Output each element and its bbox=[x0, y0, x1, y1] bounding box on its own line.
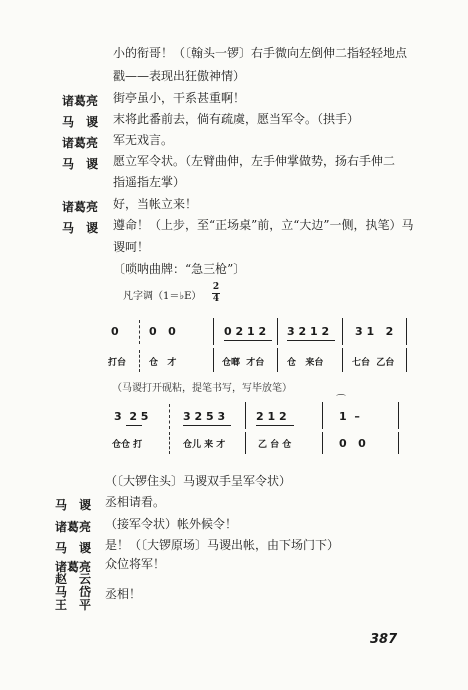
score-notes: 1 – bbox=[339, 410, 360, 423]
score-notes: 0 0 bbox=[149, 325, 176, 338]
barline bbox=[277, 318, 278, 345]
text-line: 指遥指左掌） bbox=[113, 175, 186, 189]
barline bbox=[213, 348, 214, 372]
percussion-syllables: 七台 乙台 bbox=[352, 358, 395, 368]
time-signature-bottom: 4 bbox=[212, 294, 220, 304]
score-notes: 3 2 1 2 bbox=[287, 325, 330, 338]
barline bbox=[342, 318, 343, 345]
percussion-syllables: 仓 才 bbox=[149, 358, 177, 368]
percussion-syllables: 仓儿 来 才 bbox=[183, 440, 226, 450]
speaker-label: 诸葛亮 bbox=[55, 560, 92, 574]
score-notes: 3 1 2 bbox=[355, 325, 394, 338]
percussion-syllables: 打台 bbox=[108, 358, 127, 368]
percussion-syllables: 仓啷 才台 bbox=[222, 358, 265, 368]
speaker-label: 诸葛亮 bbox=[62, 136, 99, 150]
text-line: 是！（〔大锣原场〕马谡出帐，由下场门下） bbox=[105, 538, 340, 552]
page-number: 387 bbox=[370, 632, 398, 647]
time-signature-top: 2 bbox=[212, 282, 220, 292]
dashed-barline bbox=[139, 320, 141, 344]
beam-line bbox=[256, 425, 294, 426]
barline bbox=[213, 318, 214, 345]
dashed-barline bbox=[169, 404, 171, 429]
score-notes: 0 bbox=[111, 325, 119, 338]
barline bbox=[322, 432, 323, 454]
barline bbox=[245, 402, 246, 429]
text-line: 街亭虽小，干系甚重啊！ bbox=[113, 91, 246, 105]
speaker-label: 诸葛亮 bbox=[62, 200, 99, 214]
score-notes: 0 0 bbox=[339, 437, 366, 450]
score-notes: 2 1 2 bbox=[256, 410, 287, 423]
beam-line bbox=[183, 425, 231, 426]
tune-label: 〔唢呐曲牌：“急三枪”〕 bbox=[113, 262, 246, 276]
percussion-syllables: 仓仓 打 bbox=[112, 440, 143, 450]
speaker-label: 诸葛亮 bbox=[55, 520, 92, 534]
text-line: 小的衔哥！（〔翰头一锣〕右手微向左倒伸二指轻轻地点 bbox=[113, 46, 408, 60]
speaker-label: 诸葛亮 bbox=[62, 94, 99, 108]
speaker-label: 马 谡 bbox=[62, 221, 99, 235]
stage-direction: （马谡打开砚粘，提笔书写，写毕放笔） bbox=[112, 383, 292, 394]
text-line: 好，当帐立来！ bbox=[113, 197, 198, 211]
score-notes: 0 2 1 2 bbox=[224, 325, 267, 338]
text-line: 谡呵！ bbox=[113, 240, 150, 254]
speaker-label: 马 谡 bbox=[62, 157, 99, 171]
speaker-group-label: 赵 云 马 岱 王 平 bbox=[55, 572, 92, 612]
text-line: 愿立军令状。（左臂曲伸，左手伸掌做势，扬右手伸二 bbox=[113, 154, 396, 168]
score-notes: 3 2 5 3 bbox=[183, 410, 226, 423]
barline bbox=[406, 348, 407, 372]
text-line: 丞相请看。 bbox=[105, 495, 166, 509]
beam-line bbox=[224, 340, 272, 341]
score-notes: 3 2 5 bbox=[114, 410, 149, 423]
text-line: 末将此番前去，倘有疏虞，愿当军令。（拱手） bbox=[113, 112, 360, 126]
speaker-label: 马 谡 bbox=[55, 541, 92, 555]
dashed-barline bbox=[139, 350, 141, 372]
speaker-label: 马 谡 bbox=[55, 498, 92, 512]
barline bbox=[245, 432, 246, 454]
dashed-barline bbox=[169, 432, 171, 454]
barline bbox=[342, 348, 343, 372]
beam-line bbox=[287, 340, 335, 341]
text-line: 丞相！ bbox=[105, 587, 142, 601]
barline bbox=[322, 402, 323, 429]
speaker-label: 马 谡 bbox=[62, 115, 99, 129]
text-line: 戳——表现出狂傲神情） bbox=[113, 69, 246, 83]
text-line: 军无戏言。 bbox=[113, 133, 174, 147]
text-line: 遵命！（上步，至“正场桌”前，立“大边”一侧，执笔）马 bbox=[113, 218, 414, 232]
stage-direction: （〔大锣住头〕马谡双手呈军令状） bbox=[105, 474, 292, 488]
key-signature: 凡字调（1＝♭E） bbox=[123, 291, 202, 302]
barline bbox=[398, 432, 399, 454]
beam-line bbox=[126, 425, 142, 426]
barline bbox=[398, 402, 399, 429]
barline bbox=[277, 348, 278, 372]
fermata-icon: ⌒ bbox=[336, 395, 346, 406]
percussion-syllables: 乙 台 仓 bbox=[258, 440, 292, 450]
barline bbox=[406, 318, 407, 345]
text-line: 众位将军！ bbox=[105, 557, 166, 571]
percussion-syllables: 仓 来台 bbox=[287, 358, 324, 368]
text-line: （接军令状）帐外候令！ bbox=[105, 517, 238, 531]
